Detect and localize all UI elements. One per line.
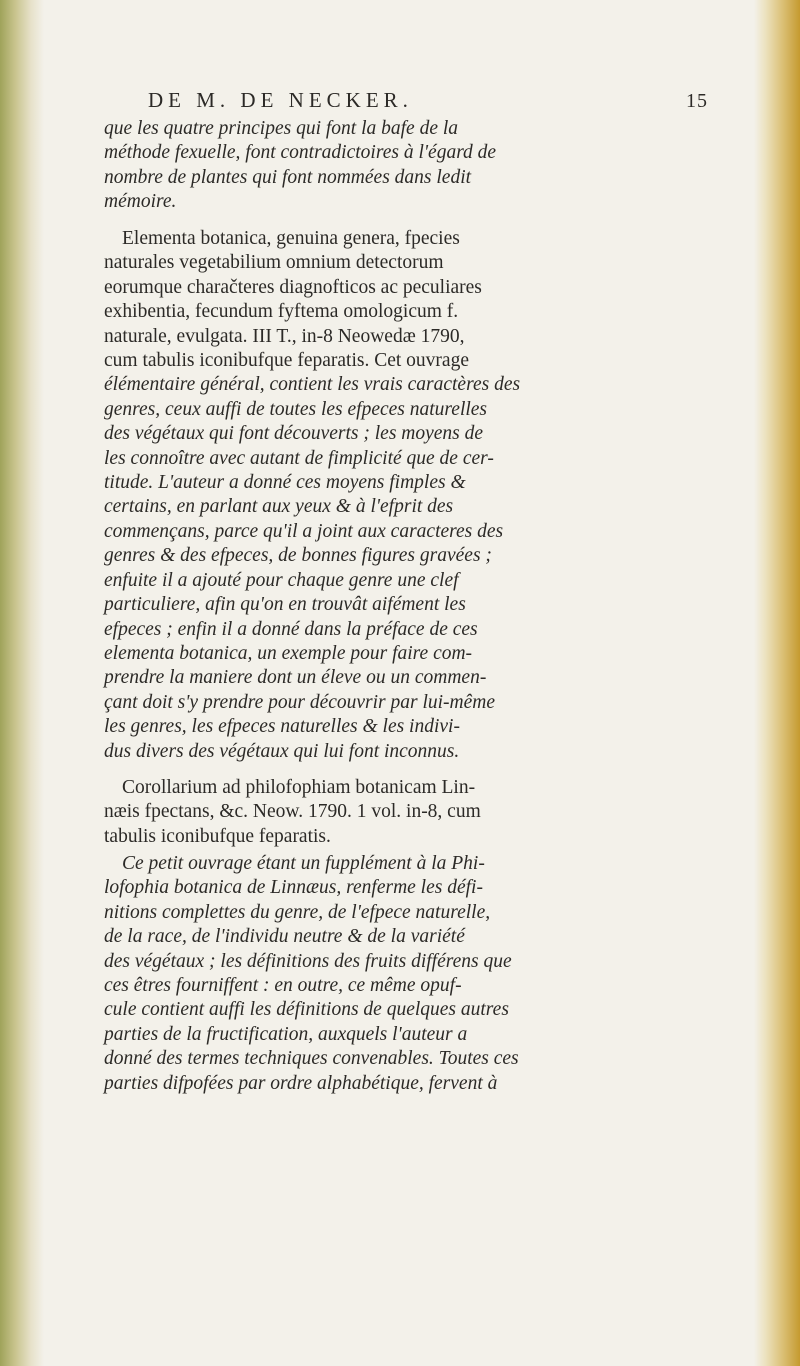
text-line: enfuite il a ajouté pour chaque genre une clef [104, 569, 459, 591]
text-line: de la race, de l'individu neutre & de la variété [104, 926, 465, 948]
page-number: 15 [686, 90, 708, 112]
right-page-edge [754, 0, 800, 1366]
text-line: genres & des efpeces, de bonnes figures gravées ; [104, 545, 492, 567]
text-line: genres, ceux auffi de toutes les efpeces naturelles [104, 398, 488, 420]
text-line: les connoître avec autant de fimplicité que de cer- [104, 447, 494, 469]
text-line: naturales vegetabilium omnium detectorum [104, 252, 444, 274]
text-line: efpeces ; enfin il a donné dans la préface de ces [104, 618, 478, 640]
text-line: titude. L'auteur a donné ces moyens fimples & [104, 472, 466, 494]
text-line: eorumque charačteres diagnofticos ac peculiares [104, 276, 482, 298]
text-line: Elementa botanica, genuina genera, fpecies [122, 228, 460, 249]
text-line: exhibentia, fecundum fyftema omologicum f. [104, 301, 459, 323]
text-line: çant doit s'y prendre pour découvrir par lui-même [104, 691, 496, 713]
text-line: cum tabulis iconibufque feparatis. Cet ouvrage [104, 350, 469, 372]
text-line: particuliere, afin qu'on en trouvât aifément les [104, 594, 466, 616]
paragraph-petit [104, 852, 704, 1096]
left-page-edge [0, 0, 44, 1366]
text-line: certains, en parlant aux yeux & à l'efprit des [104, 496, 454, 518]
text-line: lofophia botanica de Linnæus, renferme les défi- [104, 877, 483, 899]
text-line: nombre de plantes qui font nommées dans ledit [104, 166, 472, 188]
text-line: des végétaux ; les définitions des fruits différens que [104, 950, 512, 972]
text-line: næis fpectans, &c. Neow. 1790. 1 vol. in-8, cum [104, 801, 481, 823]
text-line: Corollarium ad philofophiam botanicam Lin- [122, 777, 476, 798]
text-line: élémentaire général, contient les vrais caractères des [104, 374, 521, 396]
page-header [148, 88, 708, 113]
text-line: Ce petit ouvrage étant un fupplément à la Phi- [122, 853, 485, 874]
text-line: elementa botanica, un exemple pour faire com- [104, 642, 473, 664]
text-line: méthode fexuelle, font contradictoires à l'égard de [104, 142, 497, 164]
text-line: que les quatre principes qui font la bafe de la [104, 118, 459, 139]
text-line: donné des termes techniques convenables. Toutes ces [104, 1048, 519, 1070]
text-line: cule contient auffi les définitions de quelques autres [104, 999, 509, 1021]
text-line: naturale, evulgata. III T., in-8 Neowedæ 1790, [104, 325, 465, 347]
text-line: des végétaux qui font découverts ; les moyens de [104, 423, 484, 445]
running-head: DE M. DE NECKER. [148, 88, 413, 112]
text-line: commençans, parce qu'il a joint aux caracteres des [104, 520, 504, 542]
text-line: mémoire. [104, 191, 177, 213]
text-line: parties difpofées par ordre alphabétique, fervent à [104, 1072, 498, 1094]
text-line: dus divers des végétaux qui lui font inconnus. [104, 740, 460, 762]
paragraph-elementa [104, 227, 704, 764]
text-line: prendre la maniere dont un éleve ou un commen- [104, 667, 487, 689]
text-line: les genres, les efpeces naturelles & les indivi- [104, 716, 460, 738]
text-line: parties de la fructification, auxquels l'auteur a [104, 1023, 468, 1045]
text-line: ces êtres fourniffent : en outre, ce même opuf- [104, 975, 462, 997]
paragraph-corollarium [104, 776, 704, 849]
text-line: nitions complettes du genre, de l'efpece naturelle, [104, 901, 491, 923]
text-line: tabulis iconibufque feparatis. [104, 825, 331, 847]
paragraph-intro [104, 117, 704, 215]
